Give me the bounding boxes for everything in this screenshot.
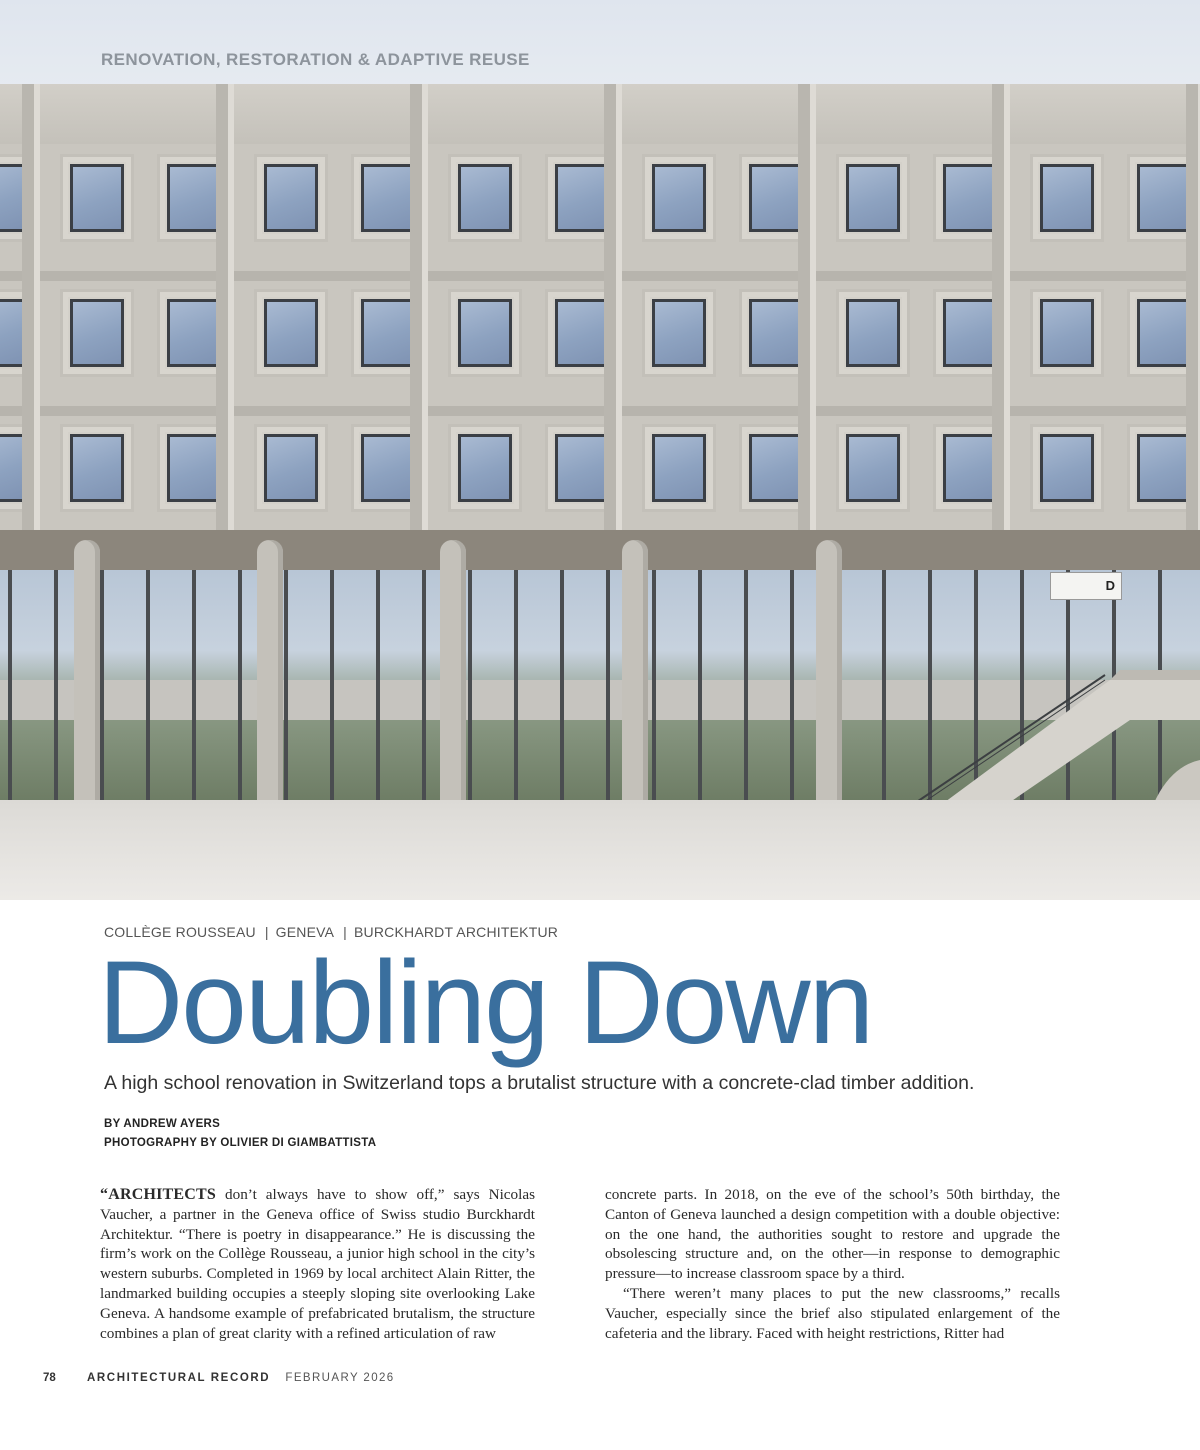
window (943, 299, 997, 367)
mullion (698, 570, 702, 800)
credits (104, 1115, 376, 1153)
window (555, 434, 609, 502)
mullion (606, 570, 610, 800)
window (652, 164, 706, 232)
window (70, 299, 124, 367)
page-footer (43, 1372, 395, 1384)
mullion (422, 570, 426, 800)
mullion (284, 570, 288, 800)
mullion (468, 570, 472, 800)
window (264, 434, 318, 502)
window-bay (60, 154, 134, 242)
window (652, 299, 706, 367)
window-bay (642, 154, 716, 242)
window-bay (1030, 154, 1104, 242)
window (167, 434, 221, 502)
window-bay (642, 424, 716, 512)
window (943, 164, 997, 232)
lead-in: “ARCHITECTS (100, 1186, 217, 1203)
window (264, 299, 318, 367)
window (167, 164, 221, 232)
kicker-project: COLLÈGE ROUSSEAU (104, 924, 256, 940)
facade-pier-highlight (810, 84, 816, 554)
plaza-paving (0, 800, 1200, 900)
facade-pier-highlight (616, 84, 622, 554)
window-bay (448, 154, 522, 242)
window (1137, 164, 1191, 232)
window (361, 164, 415, 232)
mullion (238, 570, 242, 800)
mullion (8, 570, 12, 800)
magazine-title: ARCHITECTURAL RECORD (87, 1372, 271, 1384)
window-bay (836, 289, 910, 377)
body-paragraph: “There weren’t many places to put the new classrooms,” recalls Vaucher, especially since the brief also stipulated enlargement of the cafeteria and the library. Faced with height restrictions, Ritter had (605, 1284, 1060, 1342)
window-bay (1030, 424, 1104, 512)
window-bay (60, 424, 134, 512)
mullion (376, 570, 380, 800)
kicker-location: GENEVA (275, 924, 335, 940)
mullion (192, 570, 196, 800)
page-number: 78 (43, 1372, 56, 1384)
window (264, 164, 318, 232)
window-bay (254, 289, 328, 377)
window (167, 299, 221, 367)
window (1137, 299, 1191, 367)
facade-pier (216, 84, 228, 554)
window (1040, 299, 1094, 367)
body-paragraph: concrete parts. In 2018, on the eve of the school’s 50th birthday, the Canton of Geneva launched a design competition with a double objective: on the one hand, the authorities sought to restore and upgrade the obsolescing structure and, on the other—in response to demographic pressure—to increase classroom space by a third. (605, 1186, 1060, 1283)
window (749, 434, 803, 502)
facade-pier-highlight (1004, 84, 1010, 554)
floor-slab (0, 406, 1200, 416)
facade-pier-highlight (34, 84, 40, 554)
mullion (330, 570, 334, 800)
mullion (54, 570, 58, 800)
concrete-column (816, 540, 842, 800)
window (1040, 434, 1094, 502)
window (361, 299, 415, 367)
window-bay (254, 154, 328, 242)
concrete-column (257, 540, 283, 800)
body-paragraph (100, 1185, 535, 1343)
facade-pier (22, 84, 34, 554)
window (458, 299, 512, 367)
window-bay (448, 424, 522, 512)
window-bay (254, 424, 328, 512)
window-bay (836, 424, 910, 512)
facade-pier (410, 84, 422, 554)
subhead: A high school renovation in Switzerland tops a brutalist structure with a concrete-clad timber addition. (104, 1072, 975, 1094)
body-column-left (100, 1185, 535, 1343)
window-bay (642, 289, 716, 377)
concrete-column (74, 540, 100, 800)
kicker-separator: | (264, 924, 269, 940)
mullion (146, 570, 150, 800)
mullion (100, 570, 104, 800)
mullion (790, 570, 794, 800)
byline: BY ANDREW AYERS (104, 1118, 221, 1130)
window-bay (1030, 289, 1104, 377)
facade-pier (1186, 84, 1198, 554)
facade-pier (604, 84, 616, 554)
window (458, 434, 512, 502)
section-label: RENOVATION, RESTORATION & ADAPTIVE REUSE (101, 50, 530, 69)
photo-credit: PHOTOGRAPHY BY OLIVIER DI GIAMBATTISTA (104, 1137, 377, 1149)
window (1137, 434, 1191, 502)
window-bay (448, 289, 522, 377)
facade-cornice (0, 84, 1200, 146)
soffit (0, 530, 1200, 570)
window (846, 434, 900, 502)
mullion (652, 570, 656, 800)
window (749, 164, 803, 232)
mullion (560, 570, 564, 800)
concrete-column (622, 540, 648, 800)
window (70, 434, 124, 502)
window (458, 164, 512, 232)
facade-pier (798, 84, 810, 554)
facade-pier-highlight (422, 84, 428, 554)
window (555, 164, 609, 232)
facade-pier (992, 84, 1004, 554)
issue-date: FEBRUARY 2026 (285, 1372, 395, 1384)
sign-letter: D (1105, 578, 1115, 593)
window (749, 299, 803, 367)
body-text: don’t always have to show off,” says Nicolas Vaucher, a partner in the Geneva office of Swiss studio Burckhardt Architektur. “There is poetry in disappearance.” He is discussing the firm’s work on the Collège Rousseau, a junior high school in the city’s western suburbs. Completed in 1969 by local architect Alain Ritter, the landmarked building occupies a steeply sloping site overlooking Lake Geneva. A handsome example of prefabricated brutalism, the structure combines a plan of great clarity with a refined articulation of raw (100, 1186, 535, 1342)
window (70, 164, 124, 232)
kicker-architect: BURCKHARDT ARCHITEKTUR (354, 924, 559, 940)
window-bay (60, 289, 134, 377)
window (846, 164, 900, 232)
window-bay (836, 154, 910, 242)
body-column-right (605, 1185, 1060, 1343)
window (1040, 164, 1094, 232)
entrance-sign (1050, 572, 1122, 600)
window (652, 434, 706, 502)
mullion (744, 570, 748, 800)
kicker-separator: | (343, 924, 348, 940)
floor-slab (0, 271, 1200, 281)
window (846, 299, 900, 367)
headline: Doubling Down (98, 937, 873, 1069)
window (361, 434, 415, 502)
mullion (514, 570, 518, 800)
concrete-column (440, 540, 466, 800)
facade-pier-highlight (228, 84, 234, 554)
window (943, 434, 997, 502)
window (555, 299, 609, 367)
